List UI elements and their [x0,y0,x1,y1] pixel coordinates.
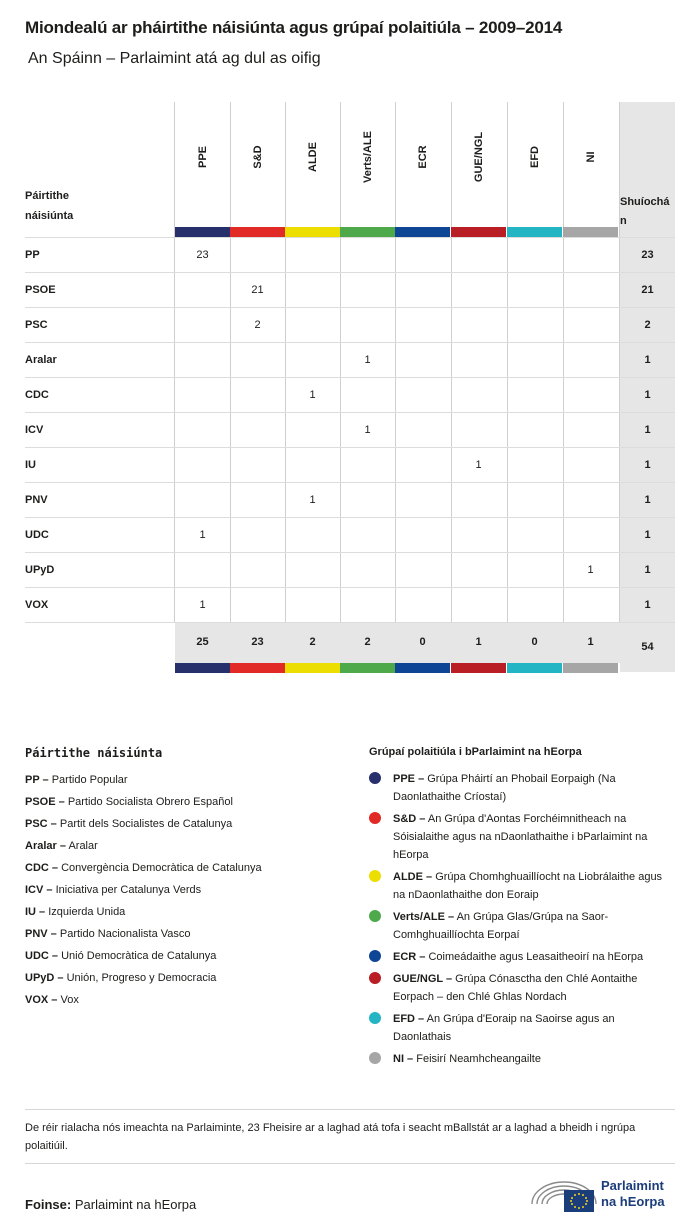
group-header-2 [285,102,340,227]
group-color-swatch [507,227,562,237]
party-legend-item [25,923,191,945]
party-legend-name: Izquierda Unida [48,906,126,918]
group-header-4 [395,102,450,227]
page-title: Miondealú ar pháirtithe náisiúnta agus grúpaí polaitiúla – 2009–2014 [25,18,563,37]
group-color-dot-icon [369,1052,381,1064]
group-legend-text [393,948,669,966]
group-total: 1 [475,636,482,648]
table-row [25,413,675,448]
group-color-dot-icon [369,972,381,984]
group-color-swatch [230,227,285,237]
group-header-label: S&D [251,145,264,169]
group-legend-name: An Grúpa d'Aontas Forchéimnitheach na Sóisialaithe agus na nDaonlathaithe i bParlaimint na hEorpa [393,813,648,861]
table-row [25,553,675,588]
seat-count-cell: 2 [254,319,261,331]
group-color-swatch [285,227,340,237]
group-color-swatch-bottom [285,663,340,673]
group-legend-title: Grúpaí polaitiúla i bParlaimint na hEorpa [369,746,582,758]
table-row [25,378,675,413]
group-legend-text [393,810,669,864]
row-party-name: UPyD [25,564,55,576]
group-legend-abbr: GUE/NGL – [393,973,453,985]
party-legend-item [25,879,201,901]
note-divider-bottom [25,1163,675,1164]
grand-total: 54 [641,641,654,653]
row-total: 1 [644,599,651,611]
source-value: Parlaimint na hEorpa [74,1197,197,1212]
group-header-0 [175,102,230,227]
group-legend-name: An Grúpa d'Eoraip na Saoirse agus an Daonlathais [393,1013,615,1043]
party-legend-name: Partido Socialista Obrero Español [67,796,233,808]
group-color-dot-icon [369,910,381,922]
row-total: 2 [644,319,651,331]
group-total: 1 [587,636,594,648]
party-legend-abbr: IU – [25,906,46,918]
party-legend-abbr: PP – [25,774,49,786]
party-legend-abbr: CDC – [25,862,59,874]
row-party-name: UDC [25,529,49,541]
group-legend-name: Feisirí Neamhcheangailte [416,1053,541,1065]
party-legend-abbr: Aralar – [25,840,66,852]
party-legend-item [25,989,79,1011]
group-color-swatch-bottom [175,663,230,673]
table-row [25,308,675,343]
group-color-swatch-bottom [507,663,562,673]
row-party-name: IU [25,459,36,471]
seat-count-cell: 1 [199,529,206,541]
group-color-swatch [340,227,395,237]
row-party-name: VOX [25,599,49,611]
group-header-label: GUE/NGL [472,131,485,183]
party-legend-name: Partido Nacionalista Vasco [59,928,191,940]
group-legend-text [393,868,669,904]
group-header-5 [451,102,506,227]
table-row [25,483,675,518]
seat-count-cell: 1 [309,389,316,401]
party-legend-item [25,813,232,835]
party-legend-abbr: VOX – [25,994,58,1006]
row-total: 1 [644,529,651,541]
table-row [25,448,675,483]
group-header-label: Verts/ALE [361,131,374,183]
group-header-label: PPE [196,145,209,169]
group-legend-abbr: NI – [393,1053,414,1065]
row-total: 21 [641,284,654,296]
party-legend-name: Aralar [68,840,98,852]
row-total: 1 [644,459,651,471]
group-legend-abbr: Verts/ALE – [393,911,455,923]
group-legend-text [393,1050,669,1068]
logo-text: Parlaimint na hEorpa [601,1178,665,1209]
group-header-7 [563,102,618,227]
group-header-label: EFD [528,146,541,168]
group-legend-abbr: S&D – [393,813,426,825]
row-party-name: PSC [25,319,48,331]
group-color-swatch-bottom [230,663,285,673]
party-legend-name: Vox [60,994,79,1006]
note-divider-top [25,1109,675,1110]
table-row [25,588,675,623]
party-legend-abbr: PSC – [25,818,57,830]
source [25,1197,196,1212]
party-legend-name: Unión, Progreso y Democracia [66,972,217,984]
row-party-name: PSOE [25,284,56,296]
party-legend-name: Partit dels Socialistes de Catalunya [59,818,233,830]
table-row [25,518,675,553]
party-legend-item [25,857,262,879]
group-legend-abbr: EFD – [393,1013,425,1025]
group-color-dot-icon [369,870,381,882]
party-legend-abbr: UDC – [25,950,59,962]
group-color-swatch [395,227,450,237]
group-header-3 [340,102,395,227]
seat-count-cell: 1 [364,354,371,366]
row-party-name: PNV [25,494,48,506]
seat-count-cell: 1 [475,459,482,471]
row-total: 23 [641,249,654,261]
party-legend-item [25,901,125,923]
group-legend-name: Grúpa Pháirtí an Phobail Eorpaigh (Na Daonlathaithe Críostaí) [393,773,616,803]
group-total: 0 [531,636,538,648]
group-header-1 [230,102,285,227]
seats-column-header: Shuíochá n [620,196,670,227]
group-total: 2 [364,636,371,648]
party-legend-item [25,835,98,857]
group-header-label: ALDE [306,142,319,172]
group-legend-name: Coimeádaithe agus Leasaitheoirí na hEorpa [428,951,644,963]
table-row [25,238,675,273]
group-color-dot-icon [369,950,381,962]
table-row [25,273,675,308]
group-color-swatch [451,227,506,237]
group-color-dot-icon [369,1012,381,1024]
row-party-name: CDC [25,389,49,401]
group-color-dot-icon [369,812,381,824]
source-label: Foinse: [25,1197,72,1212]
row-total: 1 [644,424,651,436]
party-legend-name: Partido Popular [51,774,128,786]
group-color-swatch-bottom [340,663,395,673]
page-subtitle: An Spáinn – Parlaimint atá ag dul as oifig [28,50,321,67]
group-legend-text [393,770,669,806]
row-party-name: Aralar [25,354,57,366]
group-total: 23 [251,636,264,648]
party-legend-name: Unió Democràtica de Catalunya [61,950,217,962]
group-color-swatch-bottom [563,663,618,673]
row-total: 1 [644,354,651,366]
group-legend-text [393,970,669,1006]
group-legend-abbr: ALDE – [393,871,433,883]
table-row [25,343,675,378]
group-legend-abbr: PPE – [393,773,425,785]
row-total: 1 [644,494,651,506]
party-legend-abbr: UPyD – [25,972,64,984]
group-legend-text [393,1010,669,1046]
group-color-swatch [175,227,230,237]
group-color-swatch-bottom [395,663,450,673]
party-legend-abbr: PSOE – [25,796,65,808]
group-color-swatch-bottom [451,663,506,673]
party-legend-item [25,769,128,791]
group-total: 0 [419,636,426,648]
group-total: 2 [309,636,316,648]
european-parliament-logo [530,1174,680,1214]
group-header-label: ECR [416,145,429,169]
seat-count-cell: 23 [196,249,209,261]
party-legend-item [25,945,216,967]
group-legend-name: Grúpa Chomhghuaillíocht na Liobrálaithe agus na nDaonlathaithe don Eoraip [393,871,663,901]
party-legend-abbr: ICV – [25,884,53,896]
row-total: 1 [644,564,651,576]
group-header-6 [507,102,562,227]
group-color-dot-icon [369,772,381,784]
seat-count-cell: 1 [587,564,594,576]
party-legend-name: Convergència Democràtica de Catalunya [61,862,262,874]
row-party-name: PP [25,249,40,261]
row-total: 1 [644,389,651,401]
group-legend-name: Grúpa Cónasctha den Chlé Aontaithe Eorpach – den Chlé Ghlas Nordach [393,973,638,1003]
group-total: 25 [196,636,209,648]
seat-count-cell: 1 [364,424,371,436]
rule-note: De réir rialacha nós imeachta na Parlaiminte, 23 Fheisire ar a laghad atá tofa i seacht mBallstát ar a laghad a bheidh i ngrúpa polaitiúil. [25,1122,636,1152]
party-legend-item [25,967,216,989]
group-color-swatch [563,227,618,237]
parliament-hemicycle-icon [530,1174,598,1214]
party-column-header: Páirtithe náisiúnta [25,190,74,222]
party-legend-title: Páirtithe náisiúnta [25,746,163,760]
group-legend-abbr: ECR – [393,951,426,963]
party-legend-item [25,791,233,813]
group-legend-text [393,908,669,944]
group-legend-name: An Grúpa Glas/Grúpa na Saor-Comhghuaillíochta Eorpaí [393,911,609,941]
party-legend-name: Iniciativa per Catalunya Verds [55,884,202,896]
party-legend-abbr: PNV – [25,928,57,940]
seat-count-cell: 21 [251,284,264,296]
seat-count-cell: 1 [199,599,206,611]
row-party-name: ICV [25,424,44,436]
group-header-label: NI [584,151,597,163]
seat-count-cell: 1 [309,494,316,506]
